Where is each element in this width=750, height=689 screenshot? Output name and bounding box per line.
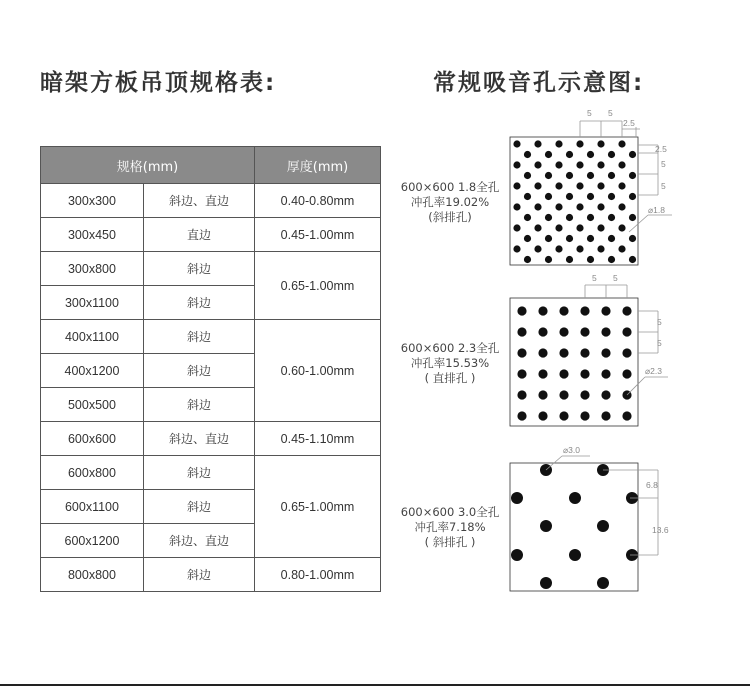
hole	[608, 151, 615, 158]
hole	[622, 348, 631, 357]
hole	[524, 151, 531, 158]
hole	[540, 577, 552, 589]
leader-line	[627, 377, 645, 395]
dim-label: 2.5	[655, 144, 667, 154]
size-cell: 400x1100	[41, 320, 144, 354]
hole	[555, 224, 562, 231]
panel-3-line2: 冲孔率7.18%	[414, 520, 486, 534]
hole	[618, 203, 625, 210]
hole	[629, 235, 636, 242]
hole	[513, 224, 520, 231]
dim-label: 13.6	[652, 525, 669, 535]
hole	[555, 203, 562, 210]
hole	[622, 306, 631, 315]
thickness-cell: 0.60-1.00mm	[255, 320, 381, 422]
hole	[513, 140, 520, 147]
hole	[559, 327, 568, 336]
hole	[513, 161, 520, 168]
hole	[576, 140, 583, 147]
hole	[580, 411, 589, 420]
hole	[608, 193, 615, 200]
hole	[580, 369, 589, 378]
hole	[538, 348, 547, 357]
size-cell: 600x1100	[41, 490, 144, 524]
hole	[587, 172, 594, 179]
hole	[597, 577, 609, 589]
hole	[538, 327, 547, 336]
hole	[576, 161, 583, 168]
thickness-cell: 0.80-1.00mm	[255, 558, 381, 592]
panel-1-holes	[513, 140, 636, 263]
hole	[622, 327, 631, 336]
hole	[618, 182, 625, 189]
hole	[545, 235, 552, 242]
dim-label: ⌀2.3	[645, 366, 662, 376]
size-cell: 300x300	[41, 184, 144, 218]
hole	[618, 224, 625, 231]
hole	[524, 235, 531, 242]
hole	[534, 203, 541, 210]
hole	[540, 520, 552, 532]
edge-cell: 直边	[143, 218, 254, 252]
edge-cell: 斜边	[143, 558, 254, 592]
hole	[597, 224, 604, 231]
hole	[608, 256, 615, 263]
hole	[559, 411, 568, 420]
edge-cell: 斜边	[143, 252, 254, 286]
hole	[534, 224, 541, 231]
hole	[538, 411, 547, 420]
edge-cell: 斜边	[143, 388, 254, 422]
panel-1-line1: 600×600 1.8全孔	[400, 180, 500, 194]
edge-cell: 斜边	[143, 490, 254, 524]
thickness-cell: 0.45-1.00mm	[255, 218, 381, 252]
hole	[580, 390, 589, 399]
dim-label: 5	[657, 317, 662, 327]
thickness-cell: 0.40-0.80mm	[255, 184, 381, 218]
dim-label: 6.8	[646, 480, 658, 490]
dim-label: 5	[661, 159, 666, 169]
hole	[538, 306, 547, 315]
panel-3-line1: 600×600 3.0全孔	[400, 505, 500, 519]
hole	[601, 327, 610, 336]
hole	[534, 161, 541, 168]
hole	[545, 256, 552, 263]
hole	[580, 348, 589, 357]
hole	[587, 193, 594, 200]
hole	[601, 390, 610, 399]
hole	[587, 235, 594, 242]
hole	[559, 306, 568, 315]
dim-label: 5	[657, 338, 662, 348]
hole	[538, 390, 547, 399]
hole	[566, 193, 573, 200]
hole	[587, 151, 594, 158]
hole	[559, 390, 568, 399]
thickness-cell: 0.65-1.00mm	[255, 456, 381, 558]
panel-2-line2: 冲孔率15.53%	[410, 356, 490, 370]
dim-label: 5	[587, 108, 592, 118]
hole	[534, 245, 541, 252]
size-cell: 800x800	[41, 558, 144, 592]
hole	[622, 369, 631, 378]
panel-2-holes	[517, 306, 631, 420]
size-cell: 300x1100	[41, 286, 144, 320]
panel-2-frame	[510, 298, 638, 426]
hole	[576, 182, 583, 189]
hole	[513, 203, 520, 210]
hole	[511, 492, 523, 504]
hole	[517, 390, 526, 399]
panel-3-frame	[510, 463, 638, 591]
spec-table-title: 暗架方板吊顶规格表:	[40, 70, 277, 96]
edge-cell: 斜边	[143, 354, 254, 388]
size-cell: 400x1200	[41, 354, 144, 388]
hole	[517, 411, 526, 420]
hole	[618, 245, 625, 252]
hole	[534, 182, 541, 189]
size-cell: 600x1200	[41, 524, 144, 558]
header-spec: 规格(mm)	[41, 147, 255, 184]
hole	[559, 348, 568, 357]
edge-cell: 斜边、直边	[143, 184, 254, 218]
hole	[545, 193, 552, 200]
hole	[597, 140, 604, 147]
hole	[513, 182, 520, 189]
dim-label: 5	[592, 273, 597, 283]
hole	[524, 256, 531, 263]
hole	[545, 172, 552, 179]
hole	[597, 245, 604, 252]
hole	[629, 214, 636, 221]
hole	[629, 151, 636, 158]
hole	[559, 369, 568, 378]
hole	[566, 151, 573, 158]
hole	[587, 214, 594, 221]
hole	[597, 203, 604, 210]
hole	[576, 224, 583, 231]
header-thickness: 厚度(mm)	[255, 147, 381, 184]
dim-label: 5	[613, 273, 618, 283]
hole	[601, 369, 610, 378]
thickness-cell: 0.65-1.00mm	[255, 252, 381, 320]
edge-cell: 斜边、直边	[143, 422, 254, 456]
edge-cell: 斜边、直边	[143, 524, 254, 558]
hole	[566, 235, 573, 242]
hole	[534, 140, 541, 147]
panel-2-line1: 600×600 2.3全孔	[400, 341, 500, 355]
dim-label: 5	[661, 181, 666, 191]
hole	[608, 172, 615, 179]
size-cell: 300x450	[41, 218, 144, 252]
dim-label: ⌀1.8	[648, 205, 665, 215]
hole	[569, 549, 581, 561]
hole	[566, 172, 573, 179]
hole	[587, 256, 594, 263]
hole	[597, 520, 609, 532]
hole	[580, 327, 589, 336]
hole	[622, 411, 631, 420]
hole	[618, 140, 625, 147]
hole	[608, 214, 615, 221]
hole-diagram-title: 常规吸音孔示意图:	[433, 70, 645, 96]
size-cell: 500x500	[41, 388, 144, 422]
hole	[629, 172, 636, 179]
panel-3-line3: ( 斜排孔 )	[424, 535, 476, 549]
panel-3-holes	[511, 464, 638, 589]
size-cell: 600x800	[41, 456, 144, 490]
hole	[555, 245, 562, 252]
hole	[545, 151, 552, 158]
hole	[601, 348, 610, 357]
hole	[597, 161, 604, 168]
edge-cell: 斜边	[143, 286, 254, 320]
hole	[555, 161, 562, 168]
hole	[524, 214, 531, 221]
dim-label: 5	[608, 108, 613, 118]
bottom-divider	[0, 684, 750, 686]
thickness-cell: 0.45-1.10mm	[255, 422, 381, 456]
edge-cell: 斜边	[143, 456, 254, 490]
hole	[566, 214, 573, 221]
hole	[580, 306, 589, 315]
panel-1-line3: (斜排孔)	[428, 210, 472, 224]
hole	[513, 245, 520, 252]
size-cell: 300x800	[41, 252, 144, 286]
edge-cell: 斜边	[143, 320, 254, 354]
hole	[555, 182, 562, 189]
hole	[601, 306, 610, 315]
hole	[629, 256, 636, 263]
hole	[545, 214, 552, 221]
hole	[597, 182, 604, 189]
hole	[517, 348, 526, 357]
size-cell: 600x600	[41, 422, 144, 456]
hole	[524, 172, 531, 179]
hole	[629, 193, 636, 200]
hole	[576, 245, 583, 252]
hole	[576, 203, 583, 210]
hole	[517, 369, 526, 378]
hole	[555, 140, 562, 147]
dim-label: 2.5	[623, 118, 635, 128]
hole	[566, 256, 573, 263]
hole	[569, 492, 581, 504]
hole	[517, 306, 526, 315]
hole	[601, 411, 610, 420]
hole	[517, 327, 526, 336]
dim-label: ⌀3.0	[563, 445, 580, 455]
hole	[511, 549, 523, 561]
hole	[618, 161, 625, 168]
hole	[524, 193, 531, 200]
panel-2-line3: ( 直排孔 )	[424, 371, 476, 385]
panel-1-line2: 冲孔率19.02%	[410, 195, 490, 209]
hole	[608, 235, 615, 242]
hole	[538, 369, 547, 378]
